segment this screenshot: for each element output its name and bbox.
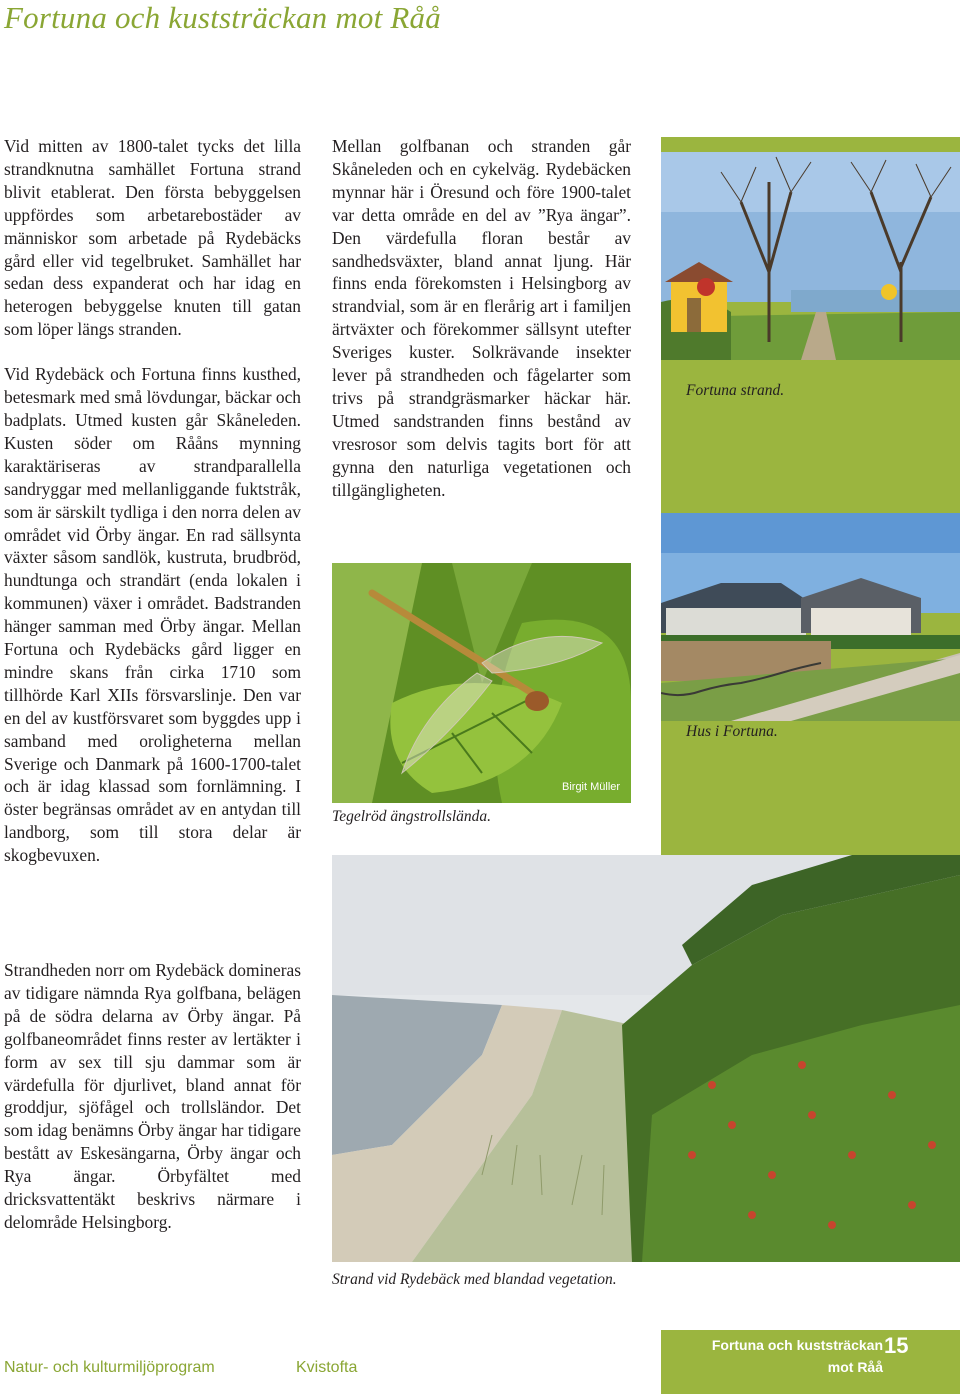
photo-credit: Birgit Müller	[562, 781, 621, 793]
page-number: 15	[884, 1333, 909, 1358]
paragraph: Vid mitten av 1800-talet tycks det lilla strandknutna samhället Fortuna strand blivit etablerat. Den första bebyggelsen uppfördes som arbetarebostäder av människor som arbetade på Rydebäcks gård eller vid tegelbruket. Samhället har sedan dess expanderat och har idag en heterogen bebyggelse knuten till gatan som löper längs stranden.	[4, 136, 301, 340]
photo-strand-vid-rydeback	[332, 855, 960, 1262]
photo-tegelrod-angstrollslanda	[332, 563, 631, 803]
footer-program: Natur- och kulturmiljöprogram	[4, 1359, 215, 1376]
photo-hus-i-fortuna	[661, 513, 960, 721]
figure-caption: Tegelröd ängstrollslända.	[332, 808, 492, 825]
body-text-middle	[332, 135, 631, 502]
photo-fortuna-strand	[661, 152, 960, 360]
paragraph: Vid Rydebäck och Fortuna finns kusthed, betesmark med små lövdungar, bäckar och badplats. Utmed kusten går Skåneleden. Kusten söder om Rååns mynning karaktäriseras av strandparallella sandryggar med mellanliggande fuktstråk, som är särskilt tydliga i den norra delen av området vid Örby ängar. En rad sällsynta växter såsom sandlök, kustruta, brudbröd, hundtunga och strandärt (enda lokalen i kommunen) växer i området. Badstranden hänger samman med Örby ängar. Mellan Fortuna och Rydebäcks gård ligger en mindre skans från cirka 1710 som tillhörde Karl XIIs försvarslinje. Den var en del av kustförsvaret som byggdes upp i samband med oroligheterna mellan Sverige och Danmark på 1600-1700-talet och är idag klassad som fornlämning. I öster begränsas området av en antydan till landborg, som till stora delar är skogbevuxen.	[4, 364, 301, 866]
paragraph: Strandheden norr om Rydebäck domineras av tidigare nämnda Rya golfbana, belägen på de södra delarna av Örby ängar. På golfbaneområdet finns rester av lertäkter i form av sex till sju dammar som är värdefulla för djurlivet, bland annat för groddjur, sjöfågel och trollsländor. Det som idag benämns Örby ängar har tidigare bestått av Eskesängarna, Örby ängar och Rya ängar. Örbyfältet med dricksvattentäkt beskrivs närmare i delområde Helsingborg.	[4, 960, 301, 1232]
page-title: Fortuna och kuststräckan mot Råå	[4, 0, 441, 35]
paragraph: Mellan golfbanan och stranden går Skåneleden och en cykelväg. Rydebäcken mynnar här i Öresund och före 1900-talet var detta område en del av ”Rya ängar”. Den värdefulla floran består av sandhedsväxter, bland annat ljung. Här finns enda förekomsten i Helsingborg av strandvial, som är en flerårig art i familjen ärtväxter och förekommer sällsynt utefter Sveriges kuster. Solkrävande insekter lever på strandheden och fågelarter som trivs på strandgräsmarker häckar här. Utmed sandstranden finns bestånd av vresrosor som delvis tagits bort för att gynna den naturliga vegetationen och tillgängligheten.	[332, 136, 631, 500]
figure-caption: Strand vid Rydebäck med blandad vegetation.	[332, 1271, 617, 1288]
footer-area: Kvistofta	[296, 1359, 358, 1376]
footer-chapter-title: Fortuna och kuststräckan mot Råå	[711, 1337, 883, 1375]
figure-caption: Hus i Fortuna.	[686, 723, 778, 740]
body-text-left-upper	[4, 135, 301, 867]
body-text-left-lower	[4, 959, 301, 1234]
figure-caption: Fortuna strand.	[686, 382, 785, 399]
